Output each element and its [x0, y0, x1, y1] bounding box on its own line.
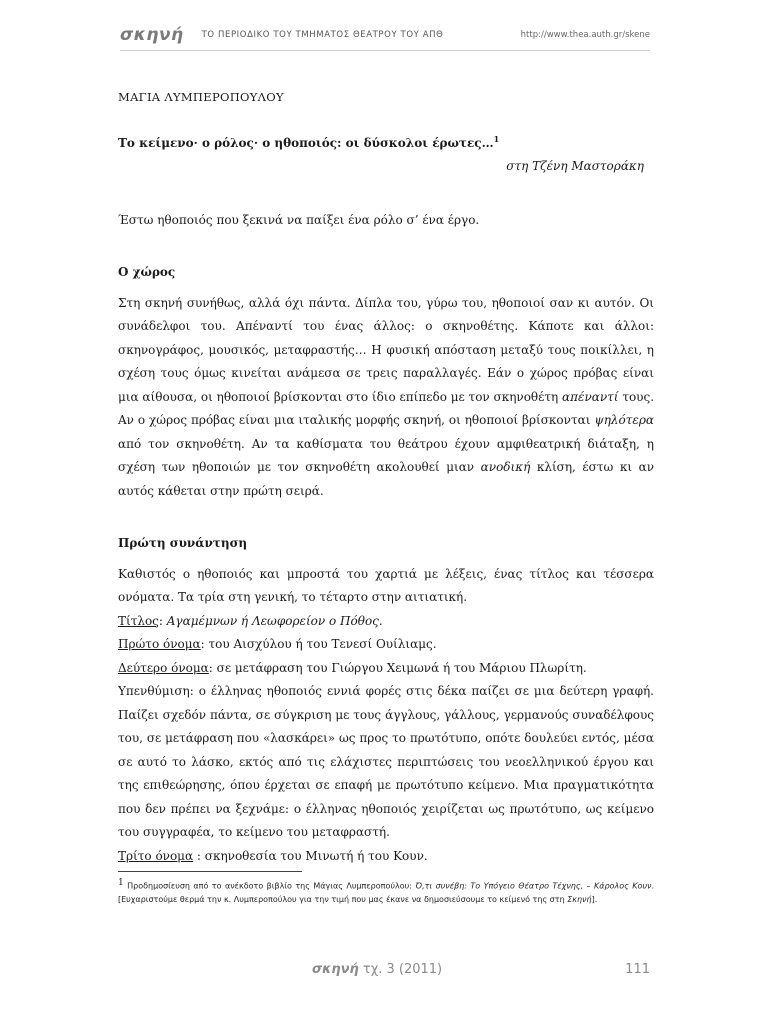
paragraph-space: Στη σκηνή συνήθως, αλλά όχι πάντα. Δίπλα του, γύρω του, ηθοποιοί σαν κι αυτόν. Οι συνάδελφοι του. Απέναντί του ένας άλλος: ο σκηνοθέτης. Κάποτε και άλλοι: σκηνογράφος, μουσικός, μεταφραστής… Η φυσική απόσταση μεταξύ τους ποικίλλει, η σχέση τους όμως κινείται ανάμεσα σε τρεις παραλλαγές. Εάν ο χώρος πρόβας είναι μια αίθουσα, οι ηθοποιοί βρίσκονται στο ίδιο επίπεδο με τον σκηνοθέτη απέναντί τους. Αν ο χώρος πρόβας είναι μια ιταλικής μορφής σκηνή, οι ηθοποιοί βρίσκονται ψηλότερα από τον σκηνοθέτη. Αν τα καθίσματα του θεάτρου έχουν αμφιθεατρική διάταξη, η σχέση των ηθοποιών με τον σκηνοθέτη ακολουθεί μιαν ανοδική κλίση, έστω κι αν αυτός κάθεται στην πρώτη σειρά. — [118, 295, 655, 498]
article-author: ΜΑΓΙΑ ΛΥΜΠΕΡΟΠΟΥΛΟΥ — [118, 90, 284, 104]
header-divider — [120, 50, 650, 51]
footer-journal: σκηνή τχ. 3 (2011) — [312, 962, 443, 977]
page-number: 111 — [625, 962, 650, 977]
first-name-line: Πρώτο όνομα: του Αισχύλου ή του Τενεσί Ουίλιαμς. — [118, 637, 437, 651]
section-heading-space: Ο χώρος — [118, 265, 176, 279]
journal-logo: σκηνή — [120, 25, 184, 45]
paragraph-first-meeting: Καθιστός ο ηθοποιός και μπροστά του χαρτιά με λέξεις, ένας τίτλος και τέσσερα ονόματα. Τα τρία στη γενική, το τέταρτο στην αιτιατική. — [118, 566, 654, 604]
dedication: στη Τζένη Μαστοράκη — [506, 159, 644, 173]
header-title: ΤΟ ΠΕΡΙΟΔΙΚΟ ΤΟΥ ΤΜΗΜΑΤΟΣ ΘΕΑΤΡΟΥ ΤΟΥ ΑΠΘ — [201, 30, 444, 40]
article-body — [118, 86, 654, 868]
intro-paragraph: Έστω ηθοποιός που ξεκινά να παίξει ένα ρόλο σ’ ένα έργο. — [118, 212, 480, 227]
reminder-paragraph: Υπενθύμιση: ο έλληνας ηθοποιός εννιά φορές στις δέκα παίζει σε μια δεύτερη γραφή. Παίζει σχεδόν πάντα, σε σύγκριση με τους άγγλους, γάλλους, γερμανούς συναδέλφους του, σε μετάφραση που «λασκάρει» ως προς το πρωτότυπο, οπότε δουλεύει εντός, μέσα σε αυτό το λάσκο, εκτός από τις ελάχιστες περιπτώσεις του νεοελληνικού έργου και της επιθεώρησης, όπου έρχεται σε επαφή με πρωτότυπο κείμενο. Μια πραγματικότητα που δεν πρέπει να ξεχνάμε: ο έλληνας ηθοποιός χειρίζεται ως πρωτότυπο, ως κείμενο του συγγραφέα, το κείμενο του μεταφραστή. — [118, 684, 654, 839]
footnote: $^1$ Προδημοσίευση από το ανέκδοτο βιβλίο της Μάγιας Λυμπεροπούλου: Ό,τι συνέβη: Το Υπόγειο Θέατρο Τέχνης, – Κάρολος Κουν. [Ευχαριστούμε θερμά την κ. Λυμπεροπούλου για την τιμή που μας έκανε να δημοσιεύσουμε το κείμενό της στη Σκηνή]. — [118, 878, 654, 904]
section-heading-first-meeting: Πρώτη συνάντηση — [118, 536, 248, 550]
second-name-line: Δεύτερο όνομα: σε μετάφραση του Γιώργου Χειμωνά ή του Μάριου Πλωρίτη. — [118, 660, 587, 675]
footnote-divider — [118, 871, 302, 872]
article-title: Το κείμενο· ο ρόλος· ο ηθοποιός: οι δύσκολοι έρωτες…$^1$ — [118, 133, 500, 150]
footnote-mark: 1 — [118, 878, 124, 888]
page-header — [120, 24, 650, 46]
title-line: Τίτλος: Αγαμέμνων ή Λεωφορείον ο Πόθος. — [118, 613, 383, 628]
footnote-ref[interactable]: 1 — [493, 133, 500, 144]
third-name-line: Τρίτο όνομα : σκηνοθεσία του Μινωτή ή του Κουν. — [118, 848, 428, 863]
header-url[interactable]: http://www.thea.auth.gr/skene — [520, 30, 650, 40]
page-footer — [0, 962, 768, 982]
